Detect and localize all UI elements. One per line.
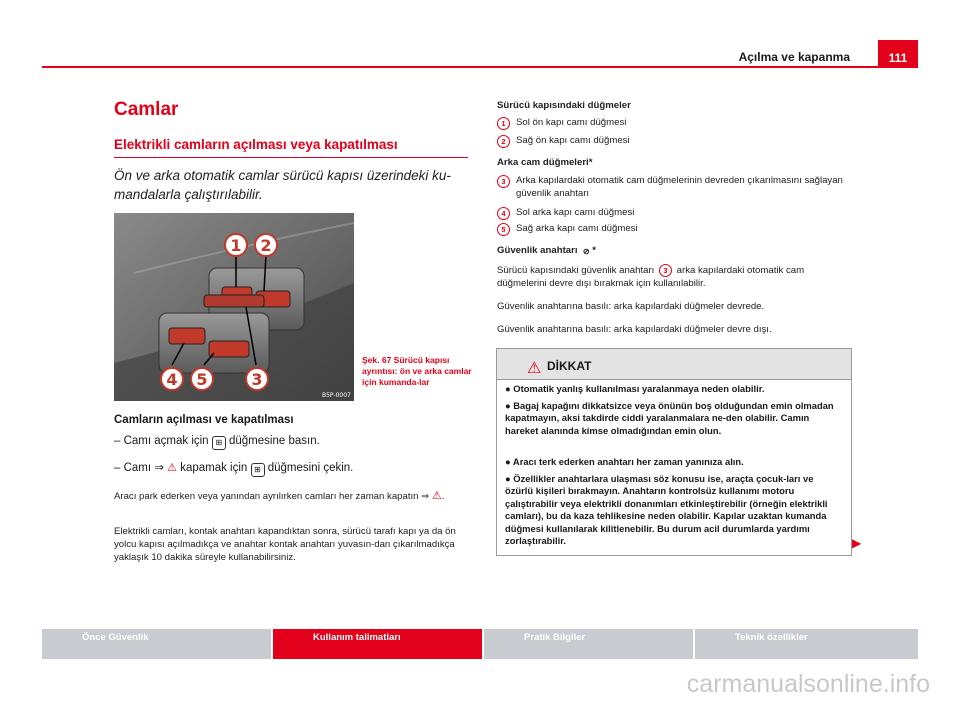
driver-buttons-title: Sürücü kapısındaki düğmeler bbox=[497, 100, 631, 111]
callout-3 bbox=[246, 368, 268, 390]
warning-box bbox=[496, 348, 852, 556]
list-item-text: Sağ ön kapı camı düğmesi bbox=[516, 135, 630, 146]
step-close-post: düğmesini çekin. bbox=[267, 462, 354, 474]
number-badge: 1 bbox=[497, 117, 510, 130]
warning-title: DİKKAT bbox=[547, 359, 592, 373]
warning-line: ● Otomatik yanlış kullanılması yaralanmaya neden olabilir. bbox=[505, 383, 765, 394]
safety-p1: Güvenlik anahtarına basılı: arka kapılardaki düğmeler devrede. bbox=[497, 301, 765, 312]
callout-5 bbox=[191, 368, 213, 390]
svg-text:4: 4 bbox=[166, 370, 178, 389]
para-ignition: Elektrikli camları, kontak anahtarı kapandıktan sonra, sürücü tarafı kapı ya da ön yolcu kapısı açılmadıkça ve anahtar kontak anahtarı yuvasın-dan çıkarılmadıkça yaklaşık 10 dakika süreyle kullanabilirsiniz. bbox=[114, 526, 456, 563]
para-park-text: Aracı park ederken veya yanından ayrılırken camları her zaman kapatın ⇒ bbox=[114, 491, 430, 502]
section-title: Camlar bbox=[114, 99, 179, 120]
safety-title-text: Güvenlik anahtarı bbox=[497, 245, 578, 256]
step-close-mid: kapamak için bbox=[180, 462, 248, 474]
intro-text: Ön ve arka otomatik camlar sürücü kapısı üzerindeki ku-mandalarla çalıştırılabilir. bbox=[114, 168, 451, 202]
step-close bbox=[114, 461, 353, 477]
warning-line: ● Bagaj kapağını dikkatsizce veya önünün boş olduğundan emin olmadan kapatmayın, aksi takdirde ciddi yaralanmalara ne-den olabilir. Camın hareket alanında kimse olmadığından emin olun. bbox=[505, 400, 834, 436]
safety-p2: Güvenlik anahtarına basılı: arka kapılardaki düğmeler devre dışı. bbox=[497, 324, 772, 335]
para-park: Aracı park ederken veya yanından ayrılırken camları her zaman kapatın ⇒ ⚠. bbox=[114, 490, 445, 502]
callout-2 bbox=[255, 234, 277, 256]
svg-text:1: 1 bbox=[230, 236, 242, 255]
safety-description bbox=[497, 263, 852, 290]
list-item bbox=[497, 174, 852, 200]
warning-line-text: Özellikler anahtarlara ulaşması söz konusu ise, araçta çocuk-ları ve özürlü kişileri bırakmayın. Anahtarın kontrolsüz kullanımı motoru çalıştırabilir veya elektrikli donanımları etkinleştirebilir (örneğin elektrikli camları), bu da kaza tehlikesine neden olabilir. Kapılar uzaktan kumanda düğmesi kullanılarak kilitlenebilir. Bu durum acil durumlarda yardımı zorlaştırabilir. bbox=[505, 473, 828, 547]
list-item bbox=[497, 206, 852, 220]
figure-code: B5P-0007 bbox=[322, 392, 351, 399]
subsection-title: Elektrikli camların açılması veya kapatılması bbox=[114, 137, 398, 152]
header-rule bbox=[42, 66, 918, 68]
safety-switch-icon: ⊘ bbox=[582, 247, 590, 256]
footer-tab-technical[interactable]: Teknik özellikler bbox=[695, 629, 918, 659]
list-item-text: Arka kapılardaki otomatik cam düğmelerinin devreden çıkarılmasını sağlayan güvenlik anahtarı bbox=[516, 175, 843, 199]
list-item bbox=[497, 222, 852, 236]
warning-line-text: Otomatik yanlış kullanılması yaralanmaya neden olabilir. bbox=[513, 383, 765, 394]
list-item-text: Sol ön kapı camı düğmesi bbox=[516, 117, 627, 128]
page-number: 111 bbox=[878, 40, 918, 68]
rear-buttons-title: Arka cam düğmeleri* bbox=[497, 157, 593, 168]
number-badge: 4 bbox=[497, 207, 510, 220]
number-badge: 3 bbox=[497, 175, 510, 188]
list-item-text: Sol arka kapı camı düğmesi bbox=[516, 207, 635, 218]
watermark: carmanualsonline.info bbox=[686, 670, 930, 698]
door-controls-figure bbox=[114, 213, 354, 401]
warning-triangle-icon: ⚠ bbox=[527, 360, 542, 377]
footer-tab-operation[interactable]: Kullanım talimatları bbox=[273, 629, 482, 659]
warning-line: ● Özellikler anahtarlara ulaşması söz konusu ise, araçta çocuk-ları ve özürlü kişileri bırakmayın. Anahtarın kontrolsüz kullanımı motoru çalıştırabilir veya elektrikli donanımları etkinleştirebilir (örneğin elektrikli camları), bu da kaza tehlikesine neden olabilir. Kapılar uzaktan kumanda düğmesi kullanılarak kilitlenebilir. Bu durum acil durumlarda yardımı zorlaştırabilir. bbox=[505, 473, 828, 547]
callout-4 bbox=[161, 368, 183, 390]
window-button-icon: ⊞ bbox=[251, 463, 265, 477]
warning-line-text: Bagaj kapağını dikkatsizce veya önünün boş olduğundan emin olmadan kapatmayın, aksi takdirde ciddi yaralanmalara ne-den olabilir. Camın hareket alanında kimse olmadığından emin olun. bbox=[505, 400, 834, 436]
safety-switch-title bbox=[497, 244, 596, 258]
safety-line-pre: Sürücü kapısındaki güvenlik anahtarı bbox=[497, 265, 655, 276]
header-title: Açılma ve kapanma bbox=[738, 50, 850, 64]
list-item bbox=[497, 134, 852, 148]
list-item-text: Sağ arka kapı camı düğmesi bbox=[516, 223, 638, 234]
footer-tab-practical[interactable]: Pratik Bilgiler bbox=[484, 629, 693, 659]
list-item bbox=[497, 116, 852, 130]
step-open-pre: – Camı açmak için bbox=[114, 435, 209, 447]
figure-caption: Şek. 67 Sürücü kapısı ayrıntısı: ön ve arka camlar için kumanda-lar bbox=[362, 355, 472, 387]
callout-1 bbox=[225, 234, 247, 256]
safety-title-suffix: * bbox=[592, 245, 596, 256]
step-close-pre: – Camı ⇒ bbox=[114, 462, 164, 474]
step-open-post: düğmesine basın. bbox=[229, 435, 320, 447]
svg-text:3: 3 bbox=[251, 370, 263, 389]
safety-line-post: arka kapılardaki otomatik cam düğmelerini devre dışı bırakmak için kullanılabilir. bbox=[497, 265, 805, 289]
warning-icon: ⚠ bbox=[167, 462, 177, 474]
step-open bbox=[114, 434, 320, 450]
svg-text:2: 2 bbox=[260, 236, 272, 255]
operation-title: Camların açılması ve kapatılması bbox=[114, 414, 294, 426]
footer-tab-safety[interactable]: Önce Güvenlik bbox=[42, 629, 271, 659]
number-badge: 3 bbox=[659, 264, 672, 277]
number-badge: 2 bbox=[497, 135, 510, 148]
subsection-rule bbox=[114, 157, 468, 158]
svg-text:5: 5 bbox=[196, 370, 208, 389]
warning-line: ● Aracı terk ederken anahtarı her zaman yanınıza alın. bbox=[505, 456, 744, 467]
warning-line-text: Aracı terk ederken anahtarı her zaman yanınıza alın. bbox=[512, 456, 744, 467]
number-badge: 5 bbox=[497, 223, 510, 236]
window-button-icon: ⊞ bbox=[212, 436, 226, 450]
warning-icon: ⚠ bbox=[431, 490, 442, 502]
continue-arrow-icon: ▶ bbox=[852, 536, 862, 550]
